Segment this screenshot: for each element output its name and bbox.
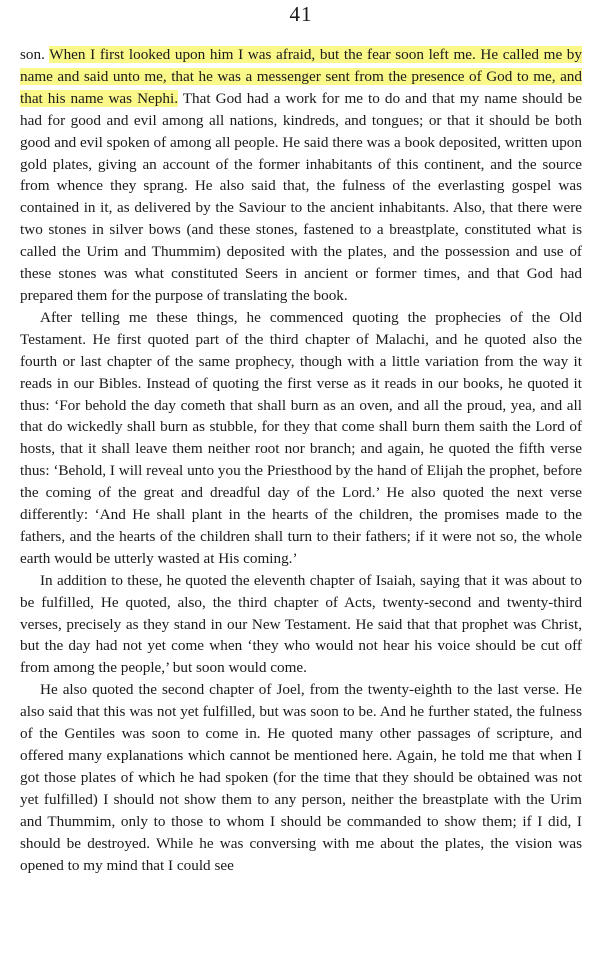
paragraph-4: He also quoted the second chapter of Joel, from the twenty-eighth to the last verse. He also said that this was not yet fulfilled, but was soon to be. And he further stated, the fulness of the Gentiles was soon to come in. He quoted many other passages of scripture, and offered many explanations which cannot be mentioned here. Again, he told me that when I got those plates of which he had spoken (for the time that they should be obtained was not yet fulfilled) I should not show them to any person, neither the breastplate with the Urim and Thummim, only to those to whom I should be commanded to show them; if I did, I should be destroyed. While he was conversing with me about the plates, the vision was opened to my mind that I could see [20,681,582,874]
page-body [20,44,582,876]
paragraph-1-lead: son. [20,46,50,63]
paragraph-3: In addition to these, he quoted the eleventh chapter of Isaiah, saying that it was about to be fulfilled, He quoted, also, the third chapter of Acts, twenty-second and twenty-third verses, precisely as they stand in our New Testament. He said that that prophet was Christ, but the day had not yet come when ‘they who would not hear his voice should be cut off from among the people,’ but soon would come. [20,571,582,677]
highlighted-passage: When I first looked upon him I was afraid, but the fear soon left me. He called me by name and said unto me, that he was a messenger sent from the presence of God to me, and that his name was Nephi. [20,46,582,107]
page-number: 41 [289,2,313,26]
paragraph-1-rest: That God had a work for me to do and that my name should be had for good and evil among all nations, kindreds, and tongues; or that it should be both good and evil spoken of among all people. He said there was a book deposited, written upon gold plates, giving an account of the former inhabitants of this continent, and the source from whence they sprang. He also said that, the fulness of the everlasting gospel was contained in it, as delivered by the Saviour to the ancient inhabitants. Also, that there were two stones in silver bows (and these stones, fastened to a breastplate, constituted what is called the Urim and Thummim) deposited with the plates, and the possession and use of these stones was what constituted Seers in ancient or former times, and that God had prepared them for the purpose of translating the book. [20,89,582,304]
paragraph-1 [20,44,582,307]
paragraph-2: After telling me these things, he commenced quoting the prophecies of the Old Testament. He first quoted part of the third chapter of Malachi, and he quoted also the fourth or last chapter of the same prophecy, though with a little variation from the way it reads in our Bibles. Instead of quoting the first verse as it reads in our books, he quoted it thus: ‘For behold the day cometh that shall burn as an oven, and all the proud, yea, and all that do wickedly shall burn as stubble, for they that come shall burn them saith the Lord of hosts, that it shall leave them neither root nor branch; and again, he quoted the fifth verse thus: ‘Behold, I will reveal unto you the Priesthood by the hand of Elijah the prophet, before the coming of the great and dreadful day of the Lord.’ He also quoted the next verse differently: ‘And He shall plant in the hearts of the children, the promises made to the fathers, and the hearts of the children shall turn to their fathers; if it were not so, the whole earth would be utterly wasted at His coming.’ [20,308,582,567]
